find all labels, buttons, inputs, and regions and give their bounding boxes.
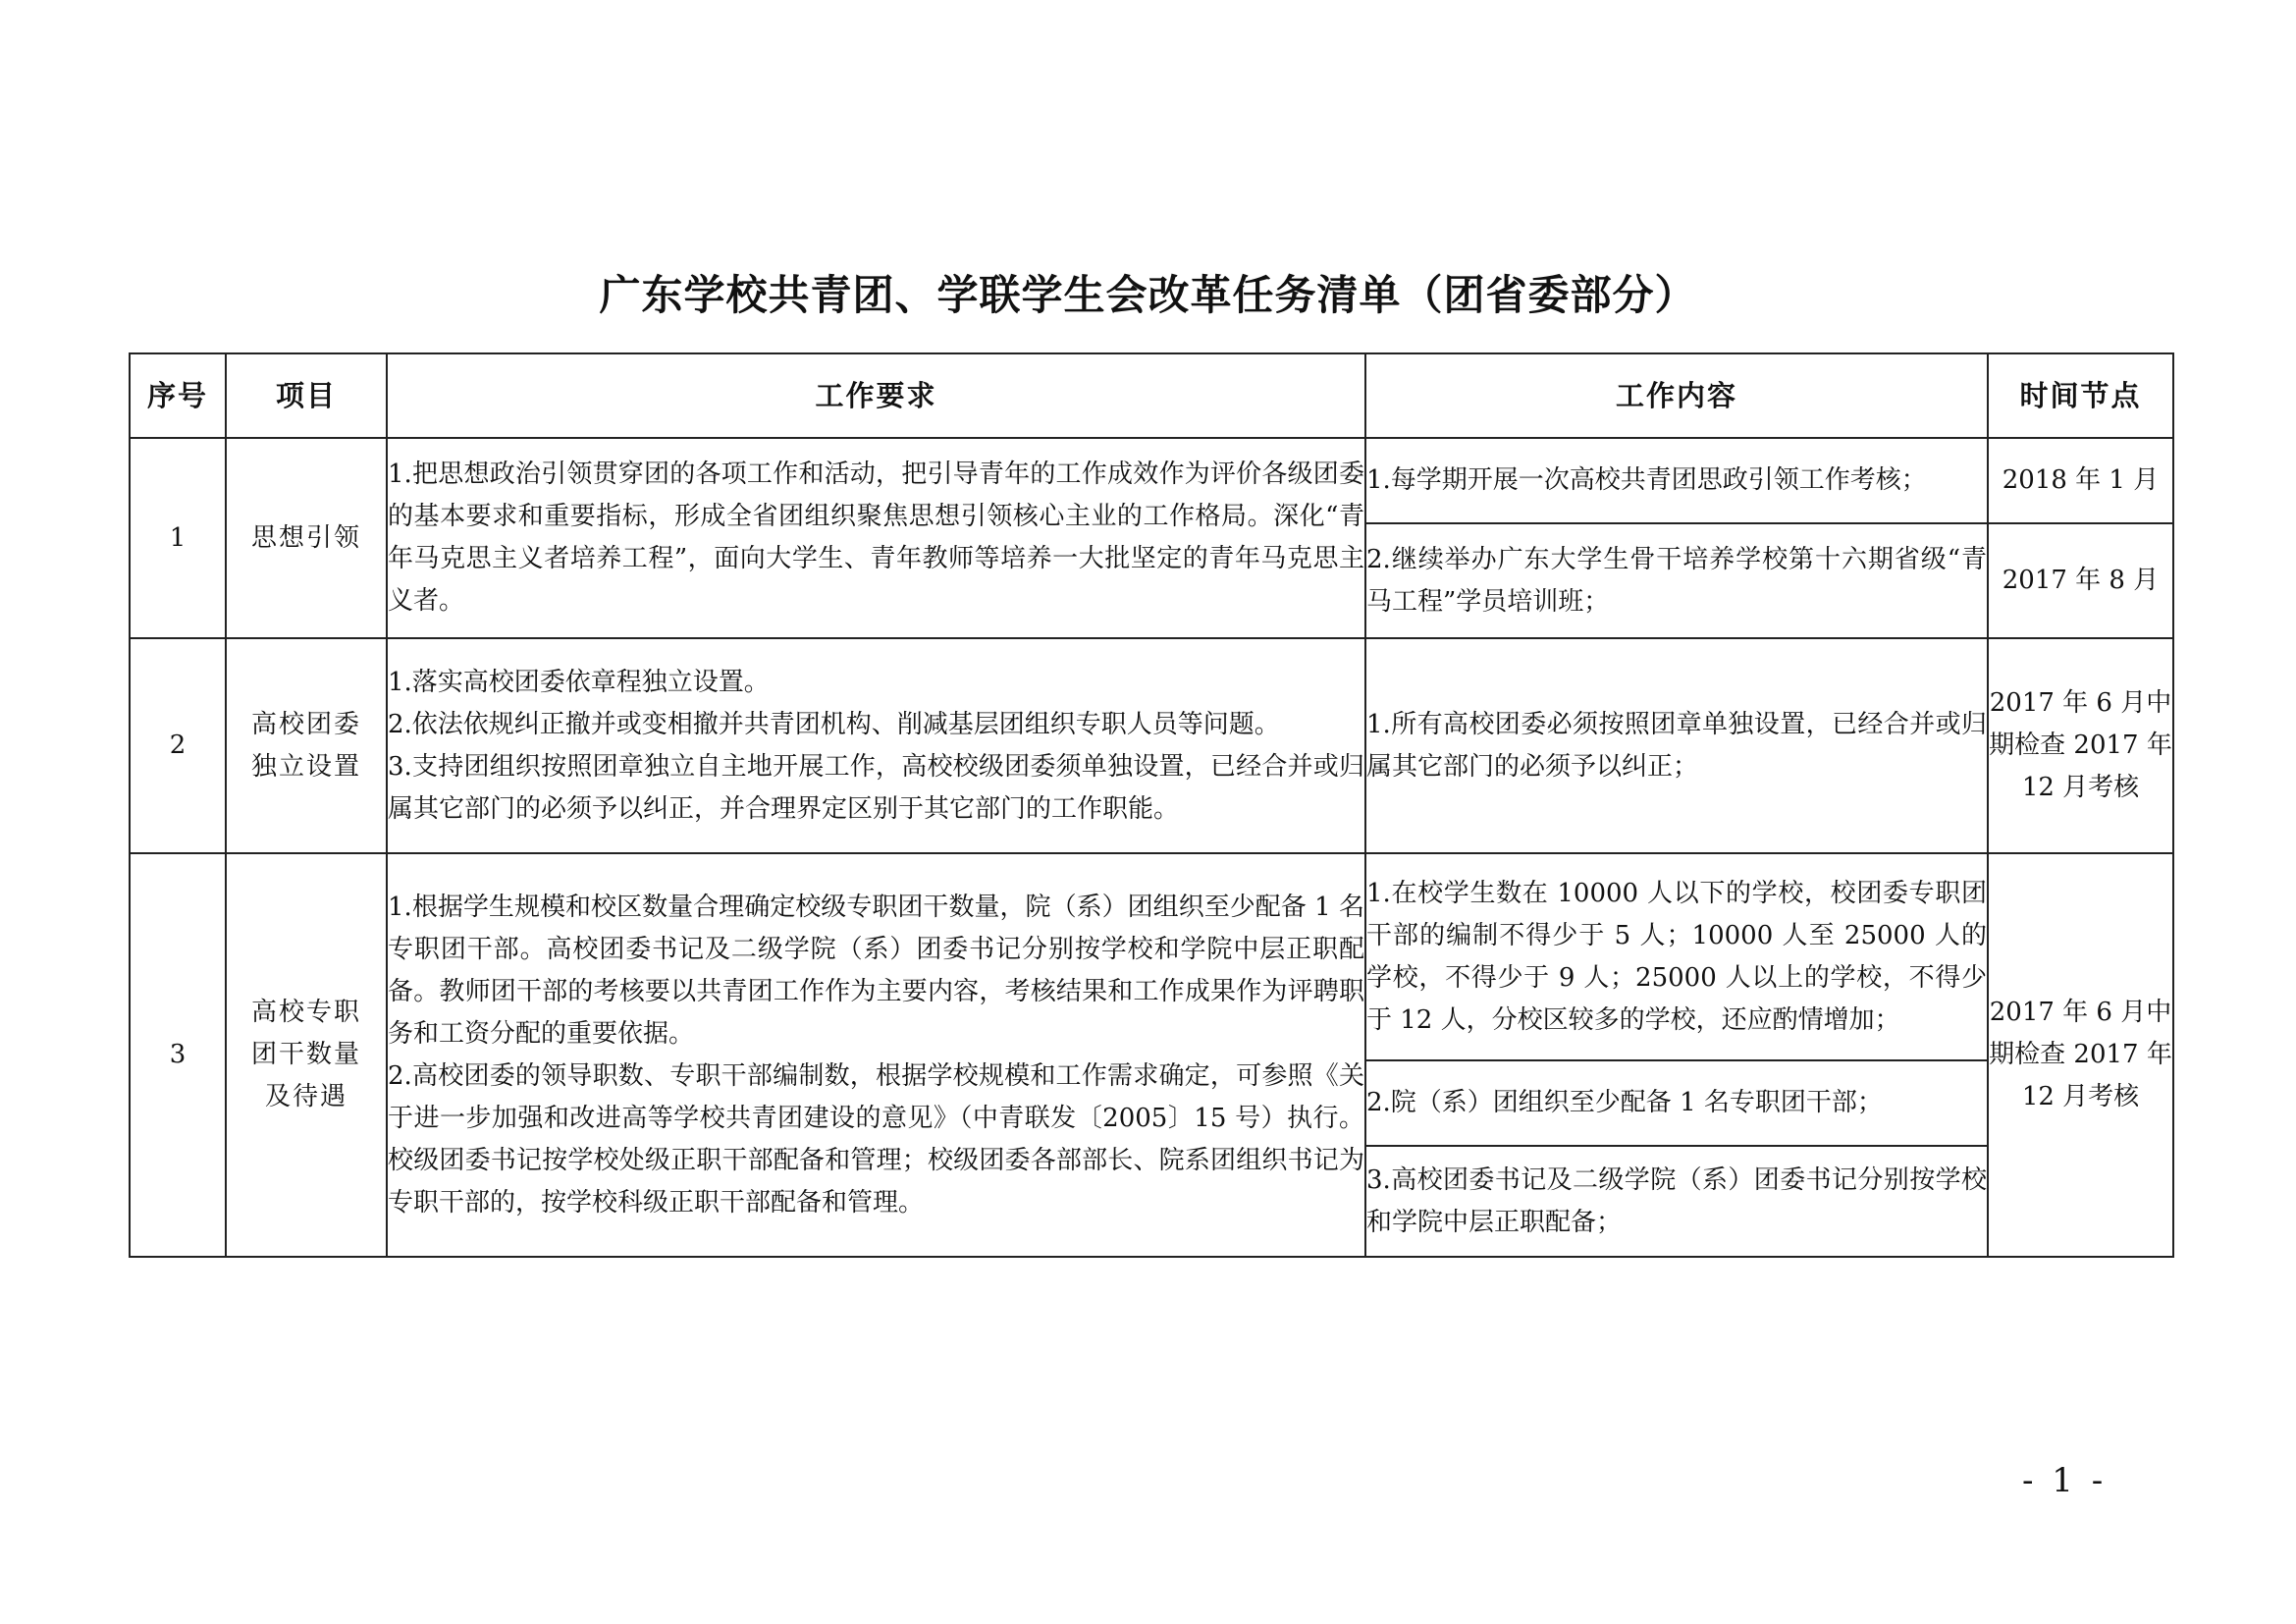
header-content: 工作内容 <box>1365 353 1988 438</box>
row-item: 思想引领 <box>226 438 387 638</box>
row-seq: 3 <box>130 853 226 1257</box>
requirement-line: 1.落实高校团委依章程独立设置。 <box>388 667 770 697</box>
table-header-row <box>130 353 2173 438</box>
header-item: 项目 <box>226 353 387 438</box>
item-line: 及待遇 <box>264 1082 347 1111</box>
header-seq: 序号 <box>130 353 226 438</box>
item-line: 团干数量 <box>250 1040 361 1069</box>
row-content: 2.继续举办广东大学生骨干培养学校第十六期省级“青马工程”学员培训班； <box>1365 523 1988 638</box>
row-time: 2017 年 6 月中期检查 2017 年 12 月考核 <box>1988 638 2173 853</box>
requirement-line: 3.支持团组织按照团章独立自主地开展工作，高校校级团委须单独设置，已经合并或归属其它部门的必须予以纠正，并合理界定区别于其它部门的工作职能。 <box>388 751 1364 824</box>
row-item <box>226 853 387 1257</box>
header-time: 时间节点 <box>1988 353 2173 438</box>
row-content: 1.所有高校团委必须按照团章单独设置，已经合并或归属其它部门的必须予以纠正； <box>1365 638 1988 853</box>
requirement-line: 2.依法依规纠正撤并或变相撤并共青团机构、削减基层团组织专职人员等问题。 <box>388 709 1280 739</box>
page-title: 广东学校共青团、学联学生会改革任务清单（团省委部分） <box>599 271 1697 319</box>
row-requirement: 1.把思想政治引领贯穿团的各项工作和活动，把引导青年的工作成效作为评价各级团委的基本要求和重要指标，形成全省团组织聚焦思想引领核心主业的工作格局。深化“青年马克思主义者培养工程”，面向大学生、青年教师等培养一大批坚定的青年马克思主义者。 <box>387 438 1365 638</box>
table-row <box>130 853 2173 1060</box>
row-seq: 2 <box>130 638 226 853</box>
row-content: 1.每学期开展一次高校共青团思政引领工作考核； <box>1365 438 1988 523</box>
row-content: 2.院（系）团组织至少配备 1 名专职团干部； <box>1365 1060 1988 1146</box>
row-content: 1.在校学生数在 10000 人以下的学校，校团委专职团干部的编制不得少于 5 人；10000 人至 25000 人的学校，不得少于 9 人；25000 人以上的学校，不得少于 12 人，分校区较多的学校，还应酌情增加； <box>1365 853 1988 1060</box>
requirement-line: 2.高校团委的领导职数、专职干部编制数，根据学校规模和工作需求确定，可参照《关于进一步加强和改进高等学校共青团建设的意见》（中青联发〔2005〕15 号）执行。校级团委书记按学校处级正职干部配备和管理；校级团委各部部长、院系团组织书记为专职干部的，按学校科级正职干部配备和管理。 <box>388 1060 1364 1218</box>
item-line: 高校团委 <box>250 709 361 739</box>
row-time: 2017 年 6 月中期检查 2017 年 12 月考核 <box>1988 853 2173 1257</box>
row-content: 3.高校团委书记及二级学院（系）团委书记分别按学校和学院中层正职配备； <box>1365 1146 1988 1257</box>
header-requirement: 工作要求 <box>387 353 1365 438</box>
item-line: 独立设置 <box>250 751 361 782</box>
page-number: - 1 - <box>2022 1461 2108 1500</box>
task-table <box>129 352 2174 1258</box>
table-row <box>130 438 2173 523</box>
row-seq: 1 <box>130 438 226 638</box>
row-item <box>226 638 387 853</box>
row-time: 2017 年 8 月 <box>1988 523 2173 638</box>
requirement-line: 1.根据学生规模和校区数量合理确定校级专职团干数量，院（系）团组织至少配备 1 名专职团干部。高校团委书记及二级学院（系）团委书记分别按学校和学院中层正职配备。教师团干部的考核要以共青团工作作为主要内容，考核结果和工作成果作为评聘职务和工资分配的重要依据。 <box>388 892 1364 1049</box>
row-requirement <box>387 853 1365 1257</box>
row-time: 2018 年 1 月 <box>1988 438 2173 523</box>
table-row <box>130 638 2173 853</box>
item-line: 高校专职 <box>250 998 361 1027</box>
row-requirement <box>387 638 1365 853</box>
